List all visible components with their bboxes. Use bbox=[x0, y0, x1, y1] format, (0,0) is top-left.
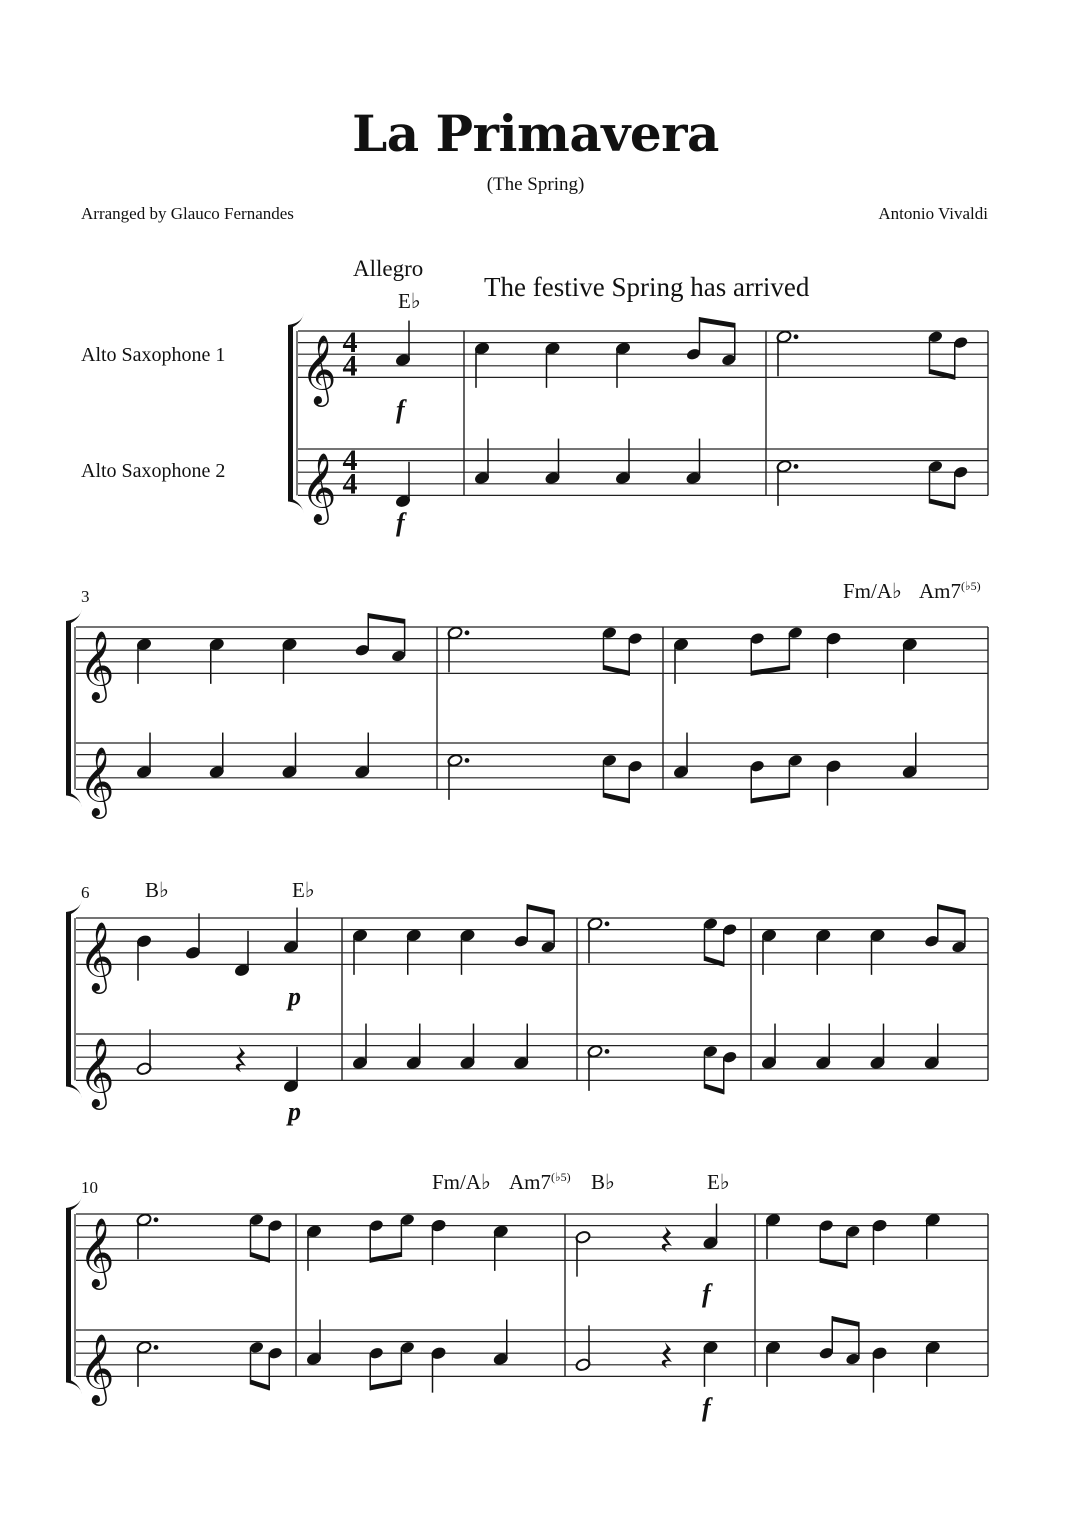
note bbox=[281, 637, 297, 683]
note bbox=[776, 330, 798, 376]
chord-symbol: B♭ bbox=[591, 1170, 615, 1194]
note bbox=[673, 733, 689, 779]
treble-clef-icon: 𝄞 bbox=[79, 748, 115, 815]
note bbox=[702, 1340, 718, 1386]
note bbox=[281, 733, 297, 779]
time-signature-bottom: 4 bbox=[342, 349, 358, 383]
note bbox=[459, 1024, 475, 1070]
note bbox=[136, 1340, 158, 1386]
score-title: La Primavera bbox=[352, 104, 719, 163]
measure-number: 3 bbox=[81, 587, 90, 606]
beam bbox=[938, 904, 965, 915]
dynamic-marking: p bbox=[288, 1097, 301, 1126]
note bbox=[902, 637, 918, 683]
system-bracket bbox=[288, 325, 293, 501]
beam bbox=[705, 1084, 724, 1095]
beam bbox=[930, 369, 955, 380]
note bbox=[283, 908, 299, 954]
measure-number: 10 bbox=[81, 1178, 98, 1197]
dot bbox=[465, 630, 470, 635]
note bbox=[815, 1024, 831, 1070]
note bbox=[136, 1213, 158, 1259]
measure-number: 6 bbox=[81, 883, 90, 902]
beam bbox=[930, 499, 955, 510]
instrument-label: Alto Saxophone 2 bbox=[81, 460, 226, 482]
beam bbox=[370, 1252, 401, 1263]
treble-clef-icon: 𝄞 bbox=[79, 1335, 115, 1402]
chord-symbol: Fm/A♭ bbox=[432, 1170, 491, 1194]
note bbox=[615, 341, 631, 387]
note bbox=[283, 1047, 299, 1093]
treble-clef-icon: 𝄞 bbox=[301, 336, 337, 403]
note bbox=[925, 1213, 941, 1259]
note bbox=[474, 341, 490, 387]
chord-symbol: Fm/A♭ bbox=[843, 579, 902, 603]
system-bracket bbox=[66, 912, 71, 1086]
dynamic-marking: p bbox=[288, 982, 301, 1011]
note bbox=[493, 1320, 509, 1366]
note bbox=[673, 637, 689, 683]
beam bbox=[751, 793, 789, 804]
note bbox=[924, 1024, 940, 1070]
note bbox=[869, 928, 885, 974]
beam bbox=[700, 317, 735, 328]
note bbox=[395, 462, 411, 508]
beam bbox=[370, 1380, 401, 1391]
time-signature-bottom: 4 bbox=[342, 467, 358, 501]
dynamic-marking: f bbox=[396, 395, 405, 424]
beam bbox=[251, 1380, 270, 1391]
time-signature-top: 4 bbox=[342, 444, 358, 478]
note bbox=[761, 928, 777, 974]
chord-symbol: E♭ bbox=[707, 1170, 730, 1194]
tempo-marking: Allegro bbox=[353, 256, 424, 281]
dot bbox=[154, 1345, 159, 1350]
bracket-cap bbox=[66, 900, 82, 916]
beam bbox=[832, 1316, 859, 1327]
note bbox=[136, 733, 152, 779]
dot bbox=[794, 334, 799, 339]
bracket-cap bbox=[288, 313, 304, 329]
note bbox=[815, 928, 831, 974]
note bbox=[587, 917, 609, 963]
note bbox=[406, 1024, 422, 1070]
dot bbox=[794, 464, 799, 469]
beam bbox=[820, 1258, 847, 1269]
time-signature-top: 4 bbox=[342, 326, 358, 360]
beam bbox=[604, 665, 630, 676]
beam bbox=[527, 904, 554, 915]
note bbox=[209, 637, 225, 683]
dynamic-marking: f bbox=[702, 1279, 711, 1308]
note bbox=[869, 1024, 885, 1070]
note bbox=[776, 459, 798, 505]
note bbox=[306, 1224, 322, 1270]
note bbox=[395, 321, 411, 367]
note bbox=[765, 1213, 781, 1259]
beam bbox=[368, 613, 404, 624]
chord-symbol: E♭ bbox=[292, 878, 315, 902]
note bbox=[406, 928, 422, 974]
bracket-cap bbox=[66, 1196, 82, 1212]
beam bbox=[705, 956, 724, 967]
bracket-cap bbox=[66, 609, 82, 625]
note bbox=[136, 637, 152, 683]
dynamic-marking: f bbox=[702, 1393, 711, 1422]
score-subtitle: (The Spring) bbox=[486, 174, 585, 195]
treble-clef-icon: 𝄞 bbox=[79, 1039, 115, 1106]
note bbox=[825, 759, 841, 805]
note bbox=[544, 341, 560, 387]
dot bbox=[154, 1217, 159, 1222]
treble-clef-icon: 𝄞 bbox=[79, 1219, 115, 1286]
chord-symbol: $Am7^{(♭5)}$ bbox=[919, 579, 981, 603]
note bbox=[430, 1346, 446, 1392]
note bbox=[544, 439, 560, 485]
note bbox=[430, 1219, 446, 1265]
beam bbox=[251, 1252, 270, 1263]
treble-clef-icon: 𝄞 bbox=[79, 923, 115, 990]
beam bbox=[751, 665, 789, 676]
dot bbox=[605, 1049, 610, 1054]
treble-clef-icon: 𝄞 bbox=[79, 632, 115, 699]
note bbox=[587, 1044, 609, 1090]
note bbox=[474, 439, 490, 485]
note bbox=[185, 913, 201, 959]
chord-symbol: E♭ bbox=[398, 289, 421, 313]
note bbox=[354, 733, 370, 779]
note bbox=[615, 439, 631, 485]
note bbox=[459, 928, 475, 974]
note bbox=[765, 1340, 781, 1386]
note bbox=[352, 928, 368, 974]
note bbox=[575, 1325, 591, 1371]
note bbox=[136, 934, 152, 980]
chord-symbol: $Am7^{(♭5)}$ bbox=[509, 1170, 571, 1194]
note bbox=[447, 626, 469, 672]
system-bracket bbox=[66, 1208, 71, 1382]
instrument-label: Alto Saxophone 1 bbox=[81, 344, 226, 366]
note bbox=[493, 1224, 509, 1270]
note bbox=[702, 1204, 718, 1250]
note bbox=[209, 733, 225, 779]
note bbox=[575, 1230, 591, 1276]
beam bbox=[604, 793, 630, 804]
note bbox=[761, 1024, 777, 1070]
composer-credit: Antonio Vivaldi bbox=[878, 204, 988, 223]
note bbox=[136, 1029, 152, 1075]
note bbox=[513, 1024, 529, 1070]
dot bbox=[465, 758, 470, 763]
dynamic-marking: f bbox=[396, 508, 405, 537]
note bbox=[925, 1340, 941, 1386]
system-bracket bbox=[66, 621, 71, 795]
note bbox=[825, 632, 841, 678]
note bbox=[447, 753, 469, 799]
arranger-credit: Arranged by Glauco Fernandes bbox=[81, 204, 294, 223]
text-marking: The festive Spring has arrived bbox=[484, 272, 810, 302]
note bbox=[871, 1219, 887, 1265]
treble-clef-icon: 𝄞 bbox=[301, 454, 337, 521]
note bbox=[234, 931, 250, 977]
note bbox=[871, 1346, 887, 1392]
note bbox=[352, 1024, 368, 1070]
note bbox=[685, 439, 701, 485]
chord-symbol: B♭ bbox=[145, 878, 169, 902]
note bbox=[306, 1320, 322, 1366]
dot bbox=[605, 921, 610, 926]
note bbox=[902, 733, 918, 779]
